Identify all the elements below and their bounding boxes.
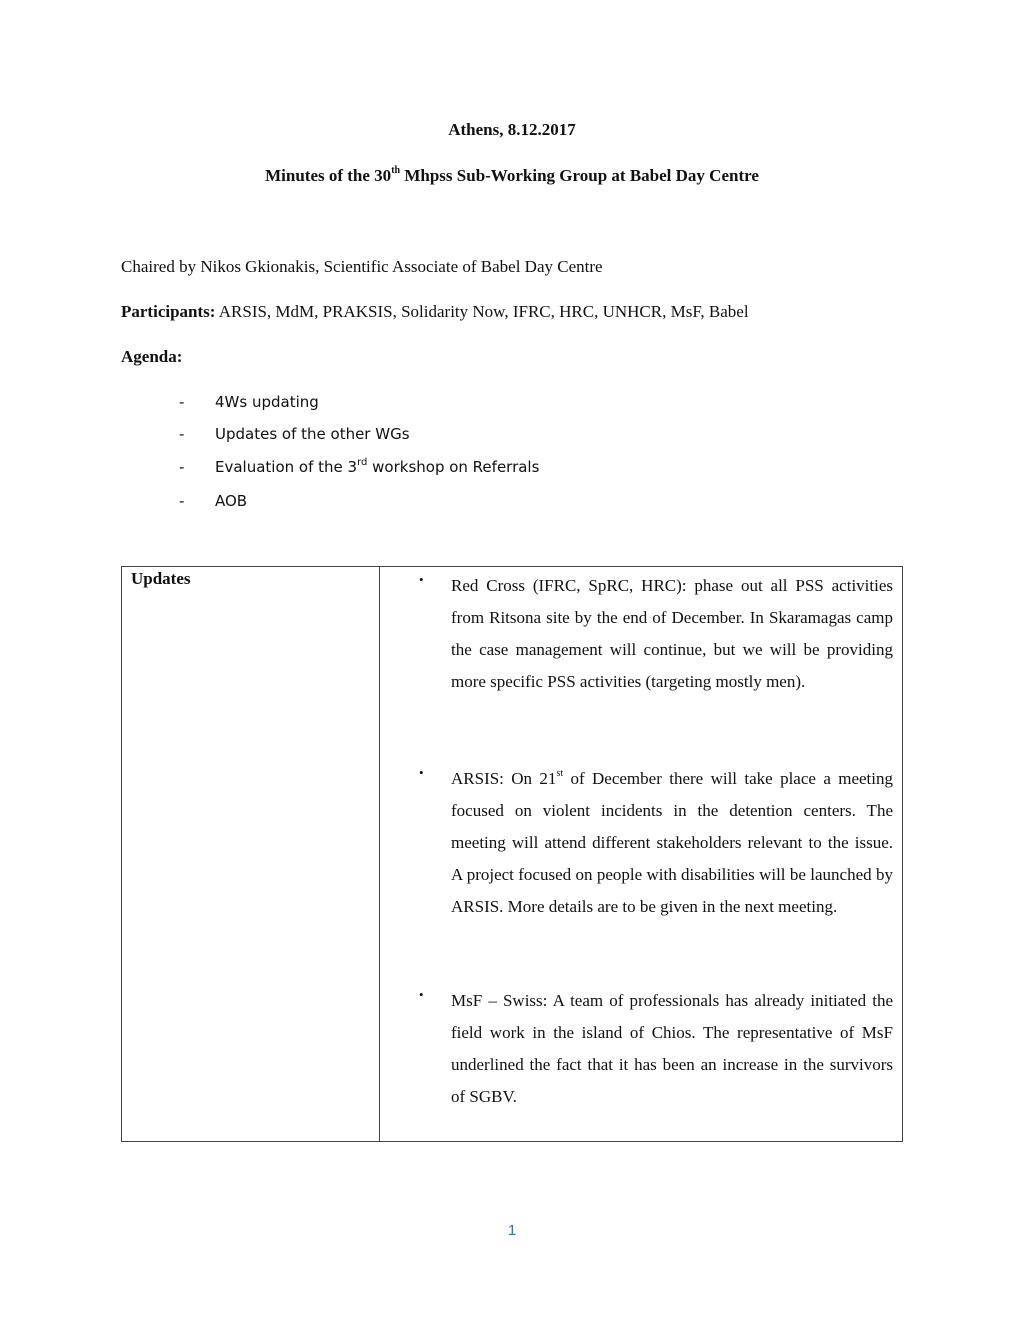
updates-label: Updates xyxy=(131,569,191,588)
update-text xyxy=(451,763,893,923)
agenda-item-text xyxy=(215,458,539,476)
agenda-dash: - xyxy=(179,393,185,411)
agenda-item-text: AOB xyxy=(215,492,248,510)
agenda-dash: - xyxy=(179,425,185,443)
update-text-post: of December there will take place a meeting focused on violent incidents in the detention centers. The meeting will attend different stakeholders relevant to the issue. A project focused on people with disabilities will be launched by ARSIS. More details are to be given in the next meeting. xyxy=(451,769,894,916)
update-text: MsF – Swiss: A team of professionals has already initiated the field work in the island of Chios. The representative of MsF underlined the fact that it has been an increase in the survivors of SGBV. xyxy=(451,991,893,1106)
document-title xyxy=(0,166,1024,186)
page-number: 1 xyxy=(507,1222,517,1239)
participants-line xyxy=(121,302,749,322)
table-column-divider xyxy=(379,567,380,1141)
bullet-icon: • xyxy=(419,987,424,1002)
update-text: Red Cross (IFRC, SpRC, HRC): phase out all PSS activities from Ritsona site by the end of December. In Skaramagas camp the case management will continue, but we will be providing more specific PSS activities (targeting mostly men). xyxy=(451,576,893,691)
document-date: Athens, 8.12.2017 xyxy=(448,120,576,139)
participants-label: Participants: xyxy=(121,302,216,321)
agenda-item-text: Updates of the other WGs xyxy=(215,425,410,443)
agenda-item-text: 4Ws updating xyxy=(215,393,319,411)
chaired-by-line: Chaired by Nikos Gkionakis, Scientific Associate of Babel Day Centre xyxy=(121,257,603,276)
bullet-icon: • xyxy=(419,572,424,587)
agenda-item-text-pre: Evaluation of the 3 xyxy=(215,458,358,476)
title-text: Minutes of the 30 xyxy=(265,166,392,185)
participants-value: ARSIS, MdM, PRAKSIS, Solidarity Now, IFRC, HRC, UNHCR, MsF, Babel xyxy=(215,302,749,321)
agenda-heading: Agenda: xyxy=(121,347,183,366)
title-text-rest: Mhpss Sub-Working Group at Babel Day Centre xyxy=(400,166,759,185)
title-superscript: th xyxy=(391,165,401,177)
agenda-item-text-post: workshop on Referrals xyxy=(367,458,540,476)
updates-table xyxy=(121,566,903,1142)
agenda-item-superscript: rd xyxy=(357,457,368,468)
agenda-dash: - xyxy=(179,458,185,476)
update-text-pre: ARSIS: On 21 xyxy=(451,769,557,788)
bullet-icon: • xyxy=(419,765,424,780)
update-superscript: st xyxy=(556,768,564,780)
agenda-dash: - xyxy=(179,492,185,510)
